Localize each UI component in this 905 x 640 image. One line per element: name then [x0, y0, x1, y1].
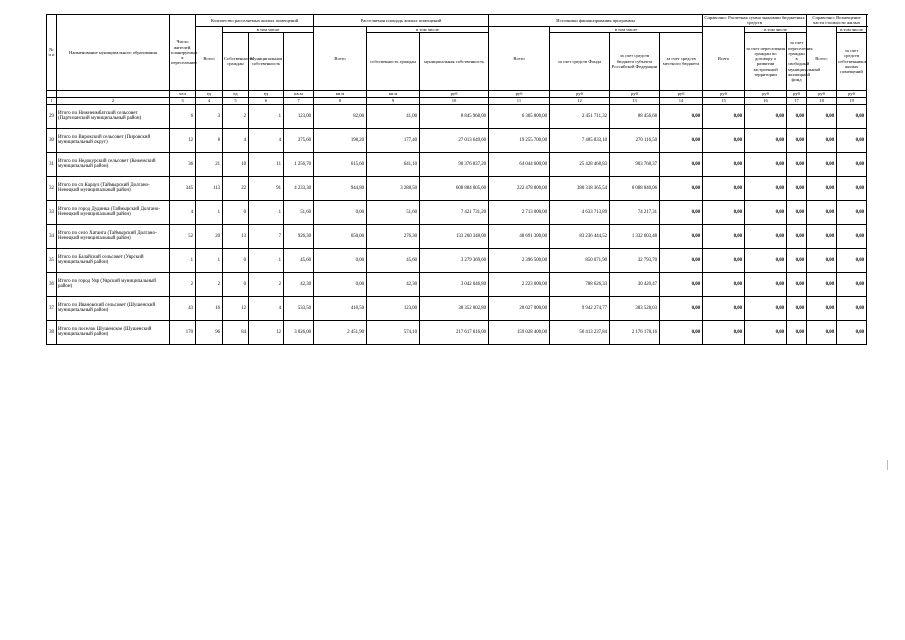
scan-mark — [887, 460, 888, 470]
cell-ref1-total: 0,00 — [660, 248, 703, 272]
row-number: 36 — [47, 272, 57, 296]
header-ref2-group: Справочно: Возмещение части стоимости жилых — [807, 15, 867, 27]
cell-area: 533,50 — [284, 296, 314, 320]
header-ref1-total: Всего — [703, 26, 745, 90]
cell-subject: 56 413 237,84 — [550, 320, 610, 344]
col-number: 17 — [787, 97, 807, 104]
table-row — [47, 176, 867, 200]
cell-area-own: 198,20 — [314, 128, 367, 152]
cell-ref2-a: 0,00 — [807, 104, 837, 128]
cell-local: 1 332 603,48 — [610, 224, 660, 248]
cell-ref1-total: 0,00 — [660, 224, 703, 248]
table-row — [47, 248, 867, 272]
cell-ref1-total: 0,00 — [660, 320, 703, 344]
cell-count-own: 2 — [223, 104, 249, 128]
cell-ref2-b: 0,00 — [837, 248, 867, 272]
unit-cell: ед — [223, 90, 249, 97]
col-number: 10 — [420, 97, 489, 104]
cell-area: 3 026,00 — [284, 320, 314, 344]
cell-local: 32 793,70 — [610, 248, 660, 272]
cell-count-total: 96 — [196, 320, 223, 344]
unit-cell: руб — [787, 90, 807, 97]
cell-planned: 12 — [170, 128, 196, 152]
cell-ref2-a: 0,00 — [807, 128, 837, 152]
row-name: Итого по Недокурский сельсовет (Кежемский муниципальный район) — [57, 152, 170, 176]
cell-area-own: 944,80 — [314, 176, 367, 200]
cell-ref1-a: 0,00 — [703, 296, 745, 320]
cell-ref1-a: 0,00 — [703, 176, 745, 200]
cell-count-total: 2 — [196, 272, 223, 296]
col-number: 11 — [489, 97, 550, 104]
header-count-blank — [284, 32, 314, 90]
table-row — [47, 104, 867, 128]
cell-area-mun: 51,60 — [367, 200, 420, 224]
cell-fin-total: 133 260 348,00 — [420, 224, 489, 248]
cell-local: 74 217,31 — [610, 200, 660, 224]
cell-ref2-b: 0,00 — [837, 200, 867, 224]
cell-ref2-total: 0,00 — [787, 248, 807, 272]
cell-area-own: 650,00 — [314, 224, 367, 248]
column-numbers-row — [47, 97, 867, 104]
col-number: 19 — [837, 97, 867, 104]
cell-fund: 222 478 800,00 — [489, 176, 550, 200]
col-number: 14 — [660, 97, 703, 104]
header-row-1 — [47, 15, 867, 27]
cell-planned: 6 — [170, 104, 196, 128]
cell-area-mun: 123,00 — [367, 296, 420, 320]
cell-area-own: 410,50 — [314, 296, 367, 320]
cell-fund: 2 223 000,00 — [489, 272, 550, 296]
header-number: № п п — [47, 15, 57, 91]
cell-ref1-b: 0,00 — [745, 248, 787, 272]
cell-area-own: 615,60 — [314, 152, 367, 176]
cell-ref2-b: 0,00 — [837, 128, 867, 152]
cell-planned: 4 — [170, 200, 196, 224]
cell-subject: 788 626,33 — [550, 272, 610, 296]
cell-ref2-a: 0,00 — [807, 224, 837, 248]
header-ref2-total: Всего: — [807, 26, 837, 90]
cell-ref2-b: 0,00 — [837, 152, 867, 176]
row-number: 32 — [47, 176, 57, 200]
cell-fund: 2 396 500,00 — [489, 248, 550, 272]
cell-ref2-a: 0,00 — [807, 272, 837, 296]
unit-cell: руб — [807, 90, 837, 97]
header-area-own: собственность граждан — [367, 32, 420, 90]
col-number: 13 — [610, 97, 660, 104]
cell-ref1-a: 0,00 — [703, 200, 745, 224]
row-number: 37 — [47, 296, 57, 320]
cell-fin-total: 27 013 649,60 — [420, 128, 489, 152]
cell-count-mun: 11 — [249, 152, 284, 176]
cell-count-own: 13 — [223, 224, 249, 248]
header-ref1-group: Справочно: Расчетная сумма экономии бюджетных средств — [704, 15, 805, 26]
cell-ref1-total: 0,00 — [660, 200, 703, 224]
col-number: 9 — [367, 97, 420, 104]
col-number: 3 — [170, 97, 196, 104]
cell-ref1-a: 0,00 — [703, 104, 745, 128]
row-number: 29 — [47, 104, 57, 128]
cell-fin-total: 8 845 968,00 — [420, 104, 489, 128]
cell-ref1-b: 0,00 — [745, 176, 787, 200]
cell-ref2-total: 0,00 — [787, 296, 807, 320]
unit-cell: кв.м — [367, 90, 420, 97]
col-number: 6 — [249, 97, 284, 104]
cell-subject: 2 451 711,32 — [550, 104, 610, 128]
program-table — [46, 14, 867, 345]
cell-area: 123,00 — [284, 104, 314, 128]
table-row — [47, 152, 867, 176]
cell-ref1-b: 0,00 — [745, 296, 787, 320]
cell-local: 6 088 840,06 — [610, 176, 660, 200]
header-fin-incl: в том числе — [550, 26, 703, 32]
cell-area-own: 0,00 — [314, 248, 367, 272]
cell-planned: 1 — [170, 248, 196, 272]
header-count-group: Количество расселяемых жилых помещений — [196, 15, 314, 27]
cell-subject: 25 428 468,83 — [550, 152, 610, 176]
cell-ref2-total: 0,00 — [787, 200, 807, 224]
cell-area: 4 233,30 — [284, 176, 314, 200]
cell-fin-total: 3 279 369,60 — [420, 248, 489, 272]
unit-cell: руб — [420, 90, 489, 97]
cell-count-mun: 4 — [249, 128, 284, 152]
cell-ref1-b: 0,00 — [745, 320, 787, 344]
header-count-incl: в том числе — [223, 26, 314, 32]
cell-local: 270 116,50 — [610, 128, 660, 152]
cell-planned: 52 — [170, 224, 196, 248]
row-name: Итого по село Хатанга (Таймырский Долгано-Ненецкий муниципальный район) — [57, 224, 170, 248]
cell-ref2-b: 0,00 — [837, 320, 867, 344]
cell-ref2-a: 0,00 — [807, 200, 837, 224]
cell-count-mun: 12 — [249, 320, 284, 344]
row-name: Итого по Ивановский сельсовет (Шушенский муниципальный район) — [57, 296, 170, 320]
cell-fin-total: 217 617 816,00 — [420, 320, 489, 344]
cell-ref1-b: 0,00 — [745, 200, 787, 224]
unit-cell: чел — [170, 90, 196, 97]
row-number: 31 — [47, 152, 57, 176]
cell-ref2-total: 0,00 — [787, 224, 807, 248]
header-name: Наименование муниципального образования — [57, 15, 170, 91]
cell-ref1-total: 0,00 — [660, 272, 703, 296]
cell-ref2-a: 0,00 — [807, 248, 837, 272]
cell-fin-total: 608 884 005,60 — [420, 176, 489, 200]
cell-ref2-total: 0,00 — [787, 104, 807, 128]
col-number: 2 — [57, 97, 170, 104]
cell-ref1-a: 0,00 — [703, 272, 745, 296]
cell-local: 903 768,37 — [610, 152, 660, 176]
table-row — [47, 128, 867, 152]
cell-ref2-a: 0,00 — [807, 320, 837, 344]
cell-local: 2 176 178,16 — [610, 320, 660, 344]
row-name: Итого по поселок Шушенское (Шушенский муниципальный район) — [57, 320, 170, 344]
row-name: Итого по город Дудинка (Таймырский Долгано-Ненецкий муниципальный район) — [57, 200, 170, 224]
cell-fin-total: 7 421 731,20 — [420, 200, 489, 224]
cell-count-total: 1 — [196, 248, 223, 272]
header-area-total: Всего — [314, 26, 367, 90]
cell-ref1-total: 0,00 — [660, 296, 703, 320]
cell-subject: 850 071,90 — [550, 248, 610, 272]
header-area-incl: в том числе — [367, 26, 489, 32]
cell-count-mun: 1 — [249, 248, 284, 272]
cell-ref2-b: 0,00 — [837, 296, 867, 320]
header-local: за счет средств местного бюджета — [660, 32, 703, 90]
cell-count-own: 4 — [223, 128, 249, 152]
col-number: 7 — [284, 97, 314, 104]
cell-count-mun: 91 — [249, 176, 284, 200]
document-sheet — [46, 14, 866, 345]
cell-area: 1 256,70 — [284, 152, 314, 176]
cell-fund: 28 027 000,00 — [489, 296, 550, 320]
cell-area-mun: 3 288,50 — [367, 176, 420, 200]
col-number: 16 — [745, 97, 787, 104]
cell-area-mun: 42,30 — [367, 272, 420, 296]
cell-local: 88 456,68 — [610, 104, 660, 128]
cell-fund: 159 028 400,00 — [489, 320, 550, 344]
row-name: Итого по город Уяр (Уярский муниципальный район) — [57, 272, 170, 296]
cell-subject: 380 318 365,54 — [550, 176, 610, 200]
cell-count-own: 12 — [223, 296, 249, 320]
cell-ref1-b: 0,00 — [745, 152, 787, 176]
row-name: Итого по Вирокский сельсовет (Пировский муниципальный округ) — [57, 128, 170, 152]
cell-planned: 2 — [170, 272, 196, 296]
unit-cell: ед — [249, 90, 284, 97]
cell-area-mun: 41,00 — [367, 104, 420, 128]
cell-planned: 36 — [170, 152, 196, 176]
header-planned: Число жителей, планируемых к переселению — [170, 15, 196, 91]
cell-ref1-a: 0,00 — [703, 248, 745, 272]
cell-area-mun: 177,40 — [367, 128, 420, 152]
table-row — [47, 296, 867, 320]
header-count-total: Всего — [196, 26, 223, 90]
cell-count-own: 22 — [223, 176, 249, 200]
cell-subject: 83 236 444,52 — [550, 224, 610, 248]
cell-count-total: 16 — [196, 296, 223, 320]
cell-subject: 7 485 833,10 — [550, 128, 610, 152]
cell-ref1-total: 0,00 — [660, 152, 703, 176]
cell-count-mun: 1 — [249, 200, 284, 224]
cell-area: 45,60 — [284, 248, 314, 272]
cell-ref1-a: 0,00 — [703, 224, 745, 248]
cell-count-mun: 7 — [249, 224, 284, 248]
cell-ref2-b: 0,00 — [837, 104, 867, 128]
header-ref1-a: за счет переселения граждан по договору о развитии застроенной территории — [745, 32, 787, 90]
cell-ref2-b: 0,00 — [837, 272, 867, 296]
unit-cell: руб — [550, 90, 610, 97]
cell-planned: 43 — [170, 296, 196, 320]
cell-area-mun: 45,60 — [367, 248, 420, 272]
cell-count-total: 21 — [196, 152, 223, 176]
unit-cell: руб — [837, 90, 867, 97]
unit-cell: ед — [196, 90, 223, 97]
cell-area-own: 0,00 — [314, 200, 367, 224]
cell-local: 383 528,03 — [610, 296, 660, 320]
cell-fund: 2 713 000,00 — [489, 200, 550, 224]
cell-ref2-a: 0,00 — [807, 296, 837, 320]
cell-subject: 9 942 274,77 — [550, 296, 610, 320]
cell-area-mun: 276,30 — [367, 224, 420, 248]
col-number: 12 — [550, 97, 610, 104]
cell-count-mun: 1 — [249, 104, 284, 128]
unit-cell: руб — [745, 90, 787, 97]
cell-ref2-total: 0,00 — [787, 320, 807, 344]
cell-fin-total: 3 042 046,80 — [420, 272, 489, 296]
cell-area-own: 0,00 — [314, 272, 367, 296]
cell-area-own: 82,00 — [314, 104, 367, 128]
cell-ref2-a: 0,00 — [807, 176, 837, 200]
header-ref2-incl: в том числе — [837, 26, 867, 32]
cell-ref1-total: 0,00 — [660, 176, 703, 200]
table-row — [47, 200, 867, 224]
cell-planned: 170 — [170, 320, 196, 344]
cell-fund: 64 044 600,00 — [489, 152, 550, 176]
cell-area: 375,60 — [284, 128, 314, 152]
cell-ref1-total: 0,00 — [660, 128, 703, 152]
cell-fund: 48 691 300,00 — [489, 224, 550, 248]
cell-ref1-a: 0,00 — [703, 320, 745, 344]
row-number: 30 — [47, 128, 57, 152]
unit-cell — [47, 90, 57, 97]
cell-count-own: 84 — [223, 320, 249, 344]
row-number: 34 — [47, 224, 57, 248]
cell-count-total: 8 — [196, 128, 223, 152]
cell-ref1-total: 0,00 — [660, 104, 703, 128]
header-funding-group: Источники финансирования программы — [489, 15, 703, 27]
header-area-group: Расселяемая площадь жилых помещений — [314, 15, 489, 27]
cell-ref2-total: 0,00 — [787, 128, 807, 152]
header-ref2-a: за счет средств собственников жилых помещений — [837, 32, 867, 90]
header-fund: за счет средств Фонда — [550, 32, 610, 90]
cell-area-mun: 574,10 — [367, 320, 420, 344]
cell-fund: 6 305 800,00 — [489, 104, 550, 128]
cell-ref2-b: 0,00 — [837, 176, 867, 200]
col-number: 8 — [314, 97, 367, 104]
header-subject: за счет средств бюджета субъекта Российской Федерации — [610, 32, 660, 90]
cell-ref2-total: 0,00 — [787, 176, 807, 200]
row-name: Итого по Нижнеимбатский сельсовет (Партизанский муниципальный район) — [57, 104, 170, 128]
cell-area: 926,30 — [284, 224, 314, 248]
cell-local: 30 420,47 — [610, 272, 660, 296]
header-ref1-b: за счет переселения граждан в свободный муниципальный жилищный фонд — [787, 32, 807, 90]
cell-fin-total: 38 352 802,80 — [420, 296, 489, 320]
cell-fund: 19 255 700,00 — [489, 128, 550, 152]
data-rows — [47, 104, 867, 344]
unit-cell: кв.м — [314, 90, 367, 97]
header-count-mun: Муниципальная собственность — [249, 32, 284, 90]
units-row — [47, 90, 867, 97]
cell-area-own: 2 451,90 — [314, 320, 367, 344]
cell-count-own: 0 — [223, 200, 249, 224]
cell-count-total: 20 — [196, 224, 223, 248]
row-number: 38 — [47, 320, 57, 344]
cell-ref1-b: 0,00 — [745, 272, 787, 296]
unit-cell: руб — [489, 90, 550, 97]
cell-count-own: 10 — [223, 152, 249, 176]
cell-ref2-a: 0,00 — [807, 152, 837, 176]
col-number: 1 — [47, 97, 57, 104]
cell-ref2-b: 0,00 — [837, 224, 867, 248]
unit-cell: кв.м — [284, 90, 314, 97]
cell-count-total: 113 — [196, 176, 223, 200]
row-name: Итого по сп Караул (Таймырский Долгано-Ненецкий муниципальный район) — [57, 176, 170, 200]
cell-count-mun: 2 — [249, 272, 284, 296]
cell-area: 51,60 — [284, 200, 314, 224]
cell-ref1-a: 0,00 — [703, 128, 745, 152]
cell-ref1-a: 0,00 — [703, 152, 745, 176]
header-fin-total: Всего — [489, 26, 550, 90]
row-number: 35 — [47, 248, 57, 272]
col-number: 18 — [807, 97, 837, 104]
row-name: Итого по Балайский сельсовет (Уярский муниципальный район) — [57, 248, 170, 272]
cell-count-own: 0 — [223, 272, 249, 296]
cell-ref2-total: 0,00 — [787, 152, 807, 176]
unit-cell: руб — [660, 90, 703, 97]
col-number: 4 — [196, 97, 223, 104]
table-row — [47, 320, 867, 344]
cell-ref1-b: 0,00 — [745, 128, 787, 152]
cell-fin-total: 90 376 837,20 — [420, 152, 489, 176]
unit-cell: руб — [610, 90, 660, 97]
cell-count-total: 3 — [196, 104, 223, 128]
cell-area-mun: 641,10 — [367, 152, 420, 176]
table-row — [47, 272, 867, 296]
col-number: 15 — [703, 97, 745, 104]
cell-count-mun: 4 — [249, 296, 284, 320]
cell-subject: 4 633 713,89 — [550, 200, 610, 224]
col-number: 5 — [223, 97, 249, 104]
row-number: 33 — [47, 200, 57, 224]
cell-planned: 345 — [170, 176, 196, 200]
cell-ref2-total: 0,00 — [787, 272, 807, 296]
header-area-mun: муниципальная собственность — [420, 32, 489, 90]
cell-count-own: 0 — [223, 248, 249, 272]
unit-cell: руб — [703, 90, 745, 97]
header-count-own: Собственность граждан — [223, 32, 249, 90]
cell-count-total: 1 — [196, 200, 223, 224]
cell-ref1-b: 0,00 — [745, 104, 787, 128]
cell-ref1-b: 0,00 — [745, 224, 787, 248]
table-row — [47, 224, 867, 248]
header-ref1-incl: в том числе — [745, 26, 807, 32]
cell-area: 42,30 — [284, 272, 314, 296]
unit-cell — [57, 90, 170, 97]
